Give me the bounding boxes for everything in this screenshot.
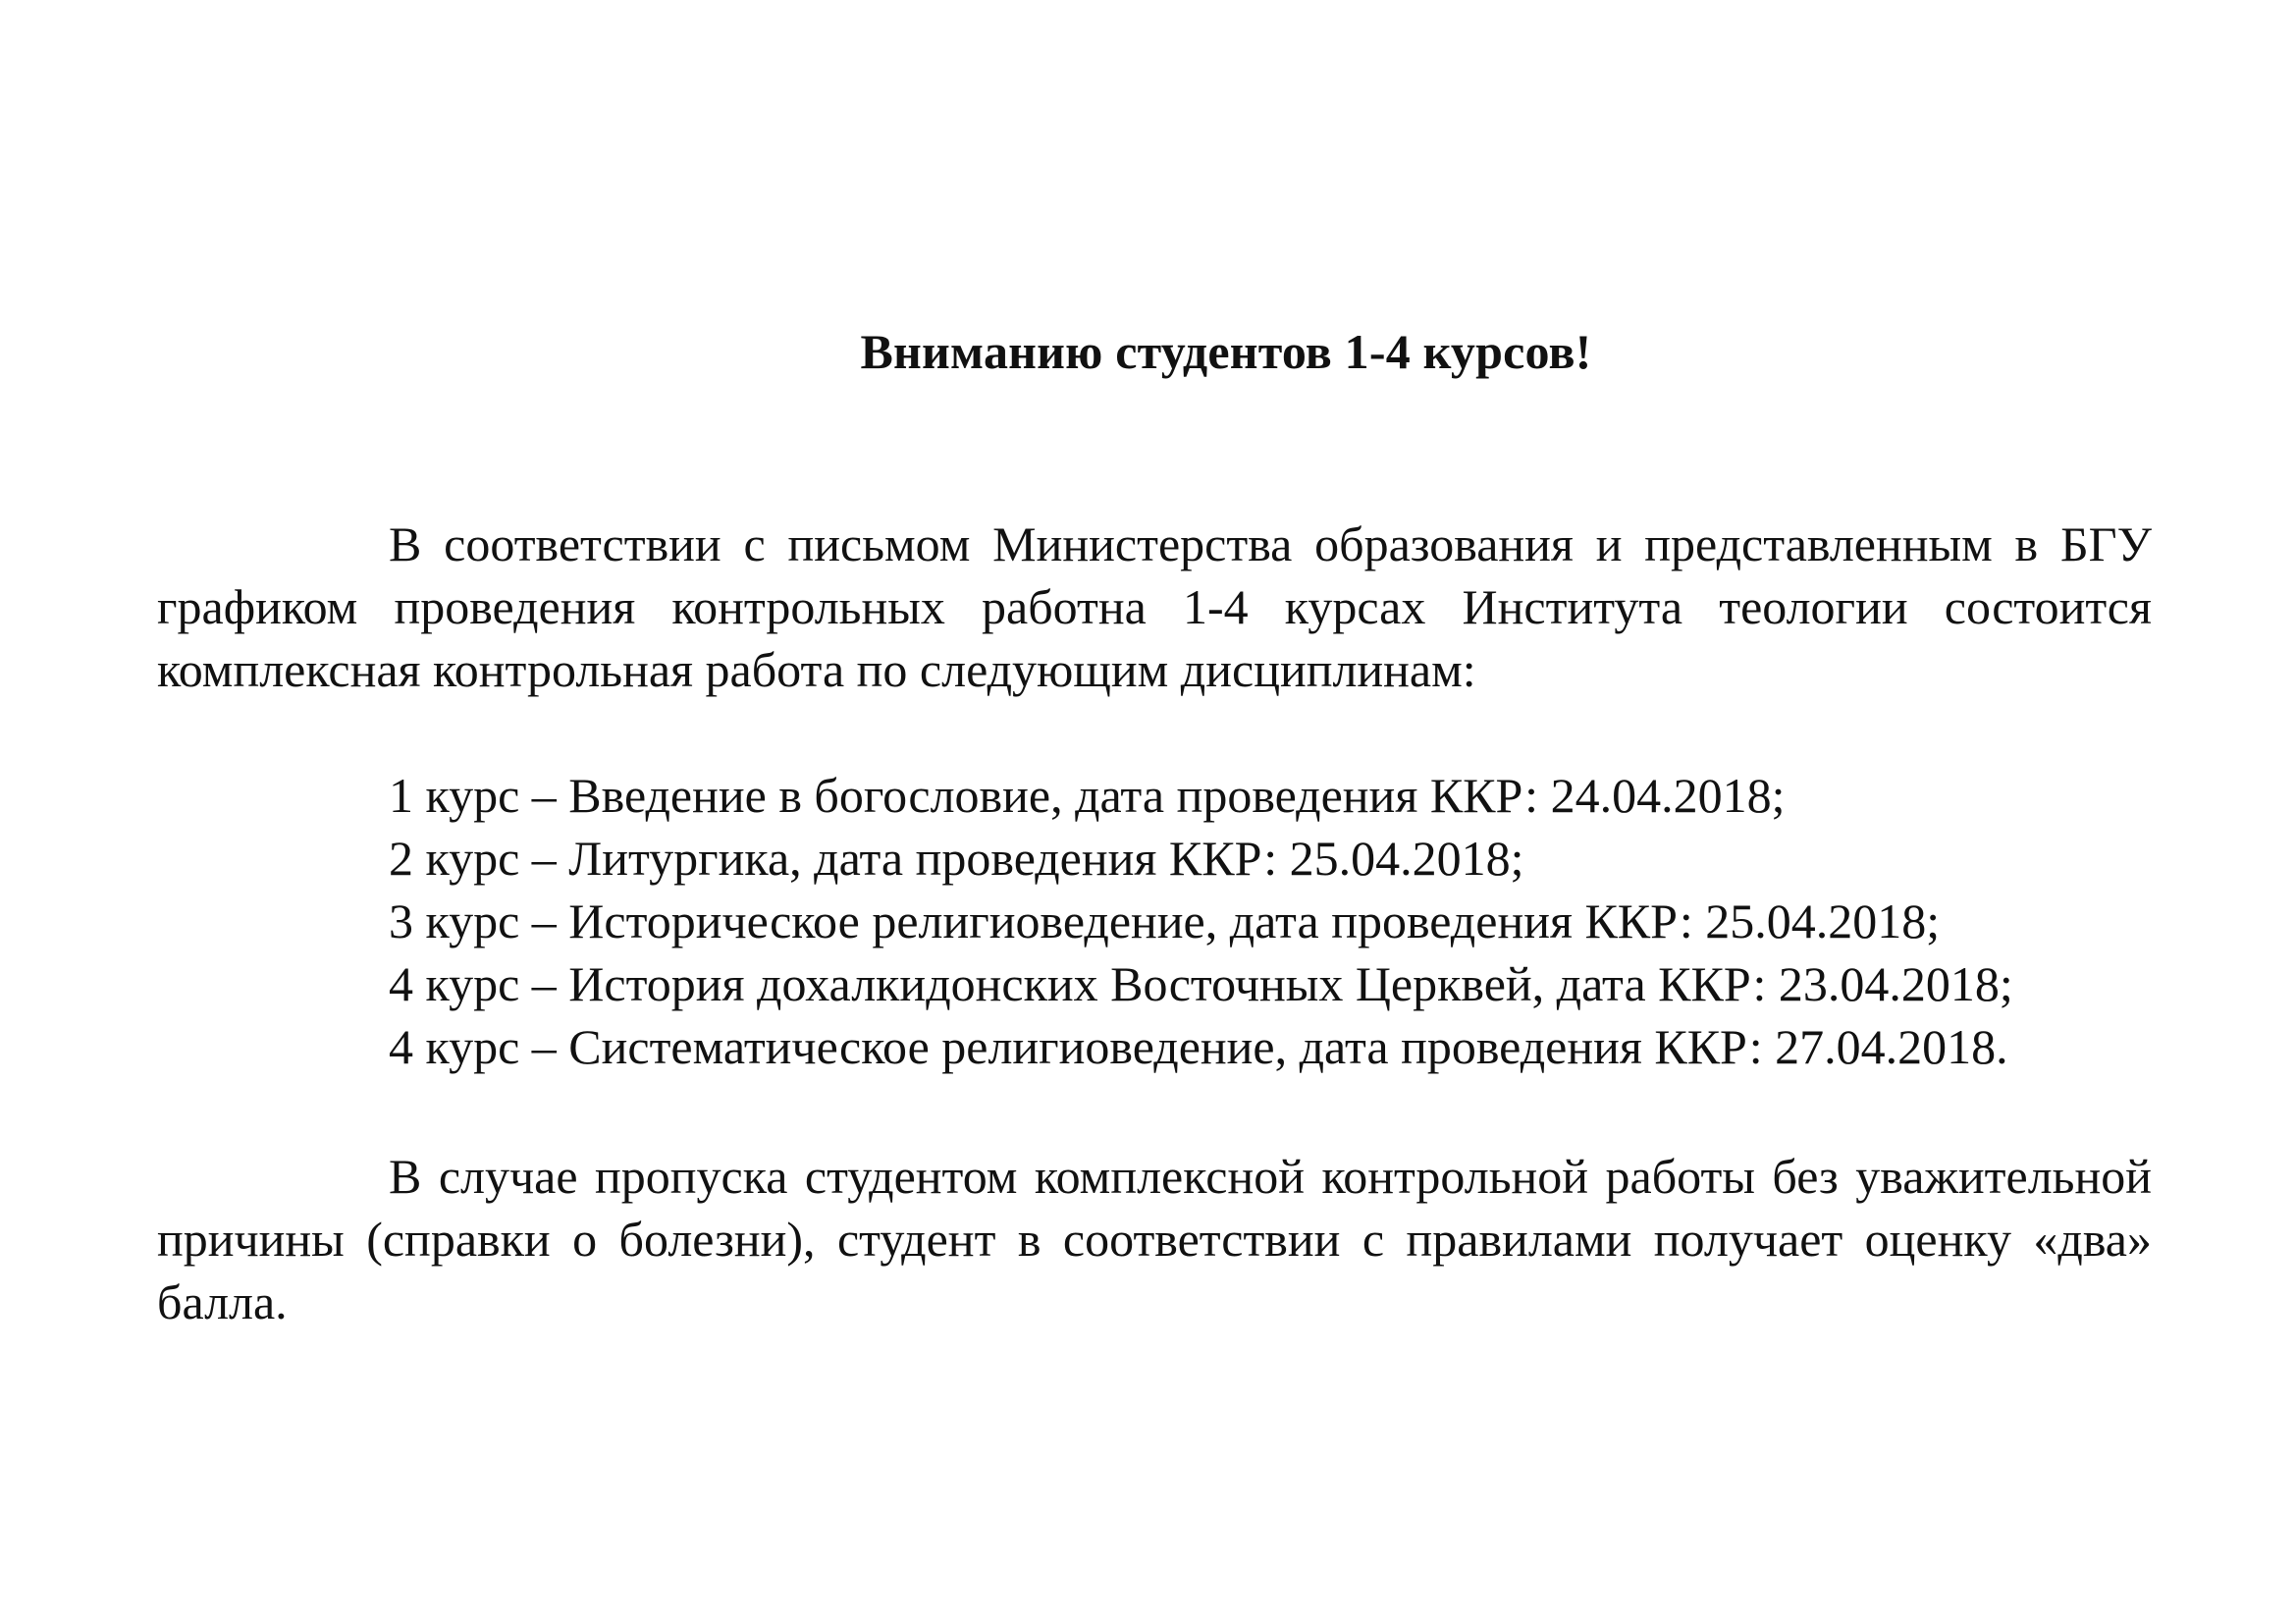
notice-title: Вниманию студентов 1-4 курсов! [860, 324, 1592, 379]
course-item-2: 2 курс – Литургика, дата проведения ККР: 25.04.2018; [389, 831, 1524, 886]
course-item-1: 1 курс – Введение в богословие, дата проведения ККР: 24.04.2018; [389, 768, 1786, 823]
intro-paragraph: В соответствии с письмом Министерства образования и представленным в БГУ графиком проведения контрольных работна 1-4 курсах Института теологии состоится комплексная контрольная работа по следующим дисциплинам: [157, 516, 2152, 697]
course-item-3: 3 курс – Историческое религиоведение, дата проведения ККР: 25.04.2018; [389, 893, 1941, 948]
course-item-4b: 4 курс – Систематическое религиоведение, дата проведения ККР: 27.04.2018. [389, 1019, 2008, 1074]
course-schedule-list [389, 764, 2295, 1078]
course-item-4a: 4 курс – История дохалкидонских Восточных Церквей, дата ККР: 23.04.2018; [389, 956, 2013, 1011]
absence-note-paragraph: В случае пропуска студентом комплексной контрольной работы без уважительной причины (справки о болезни), студент в соответствии с правилами получает оценку «два» балла. [157, 1149, 2152, 1329]
